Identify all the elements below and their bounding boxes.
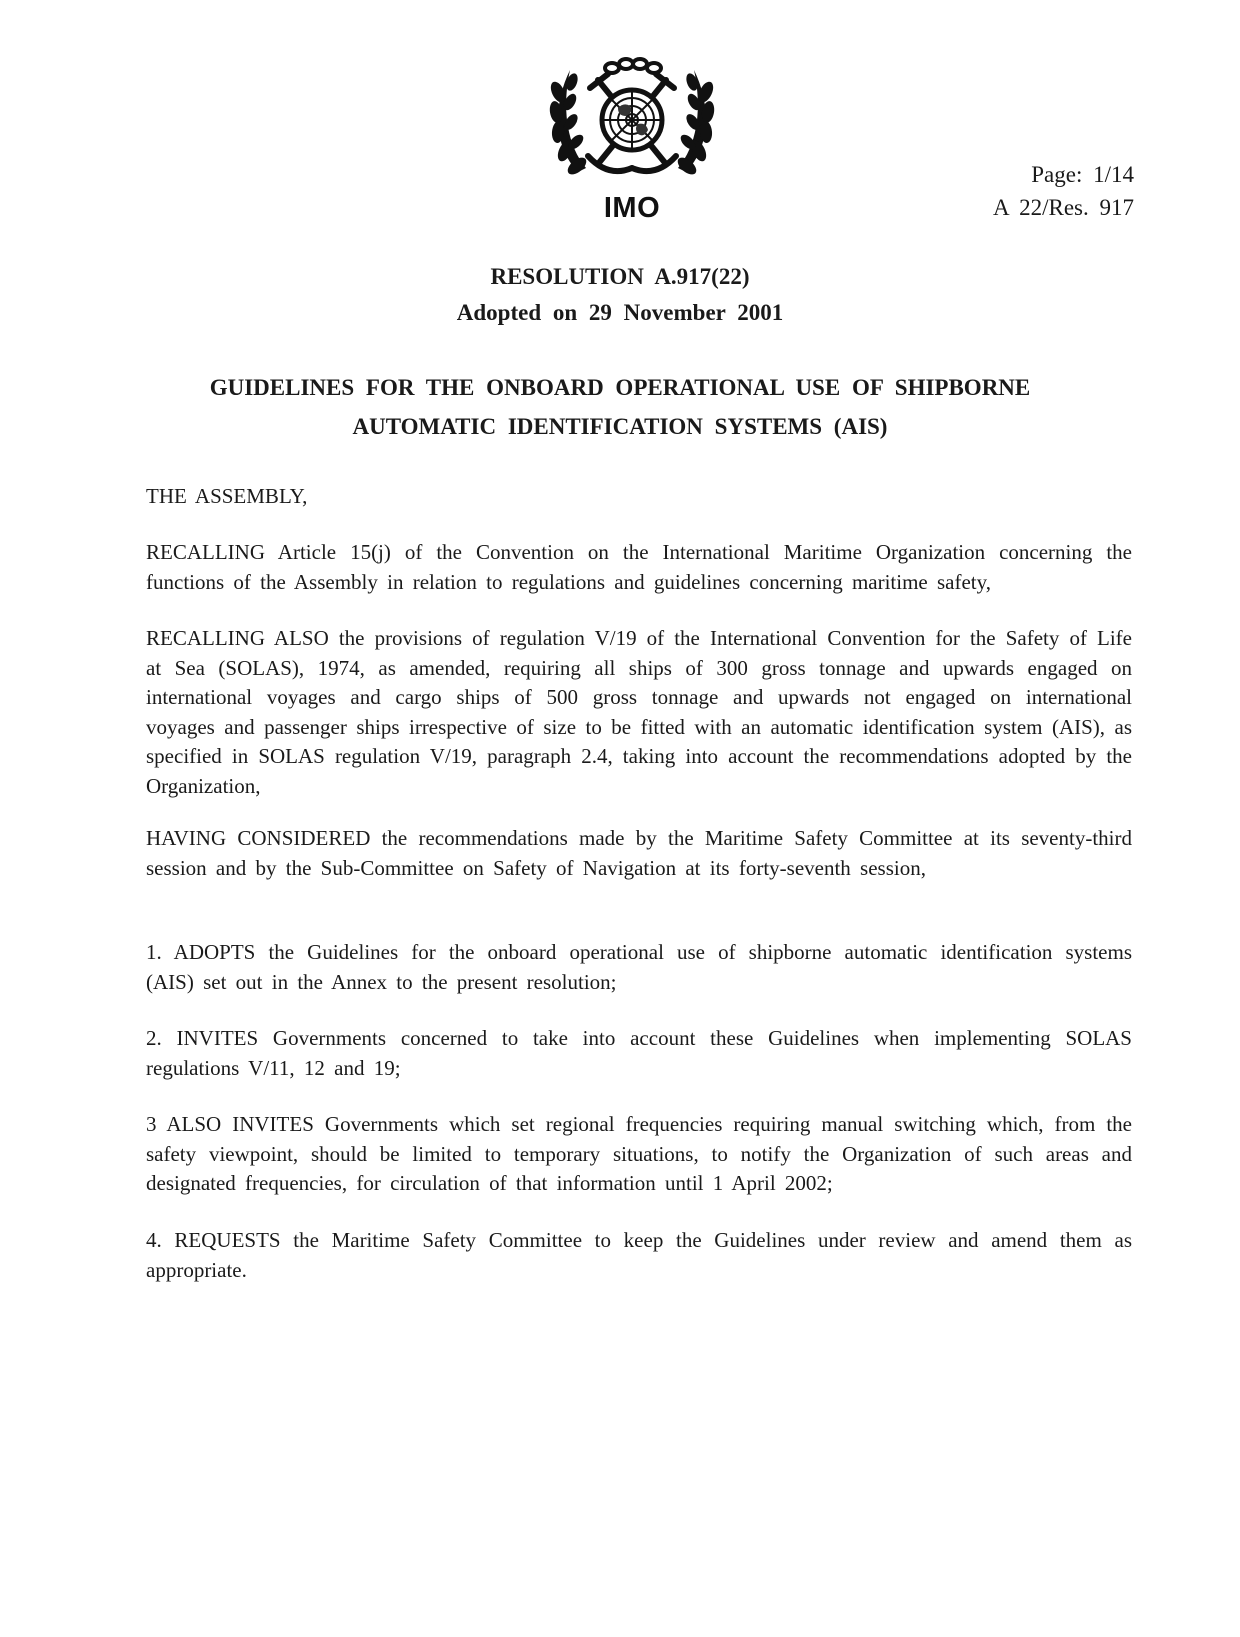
paragraph-having-considered: HAVING CONSIDERED the recommendations made by the Maritime Safety Committee at its seventy-third session and by the Sub-Committee on Safety of Navigation at its forty-seventh session, bbox=[146, 826, 1132, 880]
document-meta bbox=[993, 158, 1134, 224]
paragraph-requests: 4. REQUESTS the Maritime Safety Committee to keep the Guidelines under review and amend them as appropriate. bbox=[146, 1228, 1132, 1282]
document-reference: A 22/Res. 917 bbox=[993, 195, 1134, 220]
imo-emblem-icon bbox=[548, 52, 716, 192]
paragraph-recalling: RECALLING Article 15(j) of the Convention on the International Maritime Organization concerning the functions of the Assembly in relation to regulations and guidelines concerning maritime safety, bbox=[146, 540, 1132, 594]
paragraph-also-invites: 3 ALSO INVITES Governments which set regional frequencies requiring manual switching which, from the safety viewpoint, should be limited to temporary situations, to notify the Organization of such areas and designated frequencies, for circulation of that information until 1 April 2002; bbox=[146, 1112, 1132, 1195]
imo-logo bbox=[548, 52, 716, 234]
page-number: Page: 1/14 bbox=[1031, 162, 1134, 187]
paragraph-adopts: 1. ADOPTS the Guidelines for the onboard operational use of shipborne automatic identification systems (AIS) set out in the Annex to the present resolution; bbox=[146, 940, 1132, 994]
document-title-line-1: GUIDELINES FOR THE ONBOARD OPERATIONAL USE OF SHIPBORNE bbox=[209, 375, 1031, 400]
resolution-number: RESOLUTION A.917(22) bbox=[490, 264, 750, 289]
imo-logo-text: IMO bbox=[603, 192, 661, 224]
document-title-line-2: AUTOMATIC IDENTIFICATION SYSTEMS (AIS) bbox=[352, 414, 888, 439]
paragraph-invites: 2. INVITES Governments concerned to take into account these Guidelines when implementing SOLAS regulations V/11, 12 and 19; bbox=[146, 1026, 1132, 1080]
assembly-heading: THE ASSEMBLY, bbox=[146, 484, 308, 508]
paragraph-recalling-also: RECALLING ALSO the provisions of regulation V/19 of the International Convention for the Safety of Life at Sea (SOLAS), 1974, as amended, requiring all ships of 300 gross tonnage and upwards engaged on international voyages and cargo ships of 500 gross tonnage and upwards not engaged on international voyages and passenger ships irrespective of size to be fitted with an automatic identification system (AIS), as specified in SOLAS regulation V/19, paragraph 2.4, taking into account the recommendations adopted by the Organization, bbox=[146, 626, 1132, 798]
adoption-date: Adopted on 29 November 2001 bbox=[456, 300, 784, 325]
